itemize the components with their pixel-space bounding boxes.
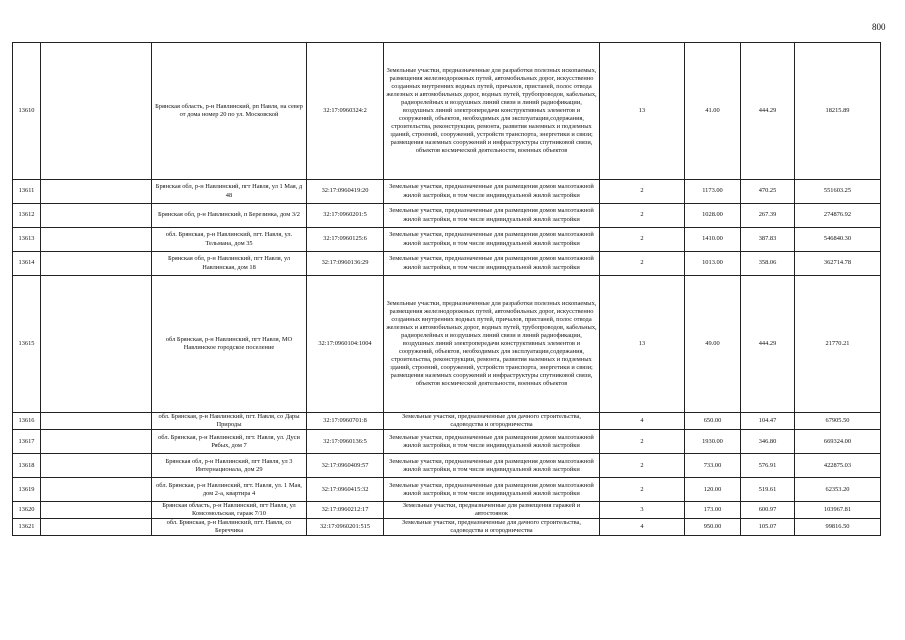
table-row [13,252,881,276]
row-id: 13618 [13,454,41,478]
rate-cell: 444.29 [741,276,795,413]
cadastral-number-cell: 32:17:0960419:20 [307,180,384,204]
group-number-cell: 2 [600,228,685,252]
land-use-cell: Земельные участки, предназначенные для размещения домов малоэтажной жилой застройки, в том числе индивидуальной жилой застройки [384,454,600,478]
address-cell: обл. Брянская, р-н Навлинский, пгт. Навля, ул. Тельмана, дом 35 [152,228,307,252]
rate-cell: 600.97 [741,502,795,519]
cadastral-value-cell: 551603.25 [795,180,881,204]
area-cell: 1930.00 [685,430,741,454]
area-cell: 1173.00 [685,180,741,204]
empty-cell [41,43,152,180]
cadastral-number-cell: 32:17:0960701:8 [307,413,384,430]
row-id: 13616 [13,413,41,430]
empty-cell [41,180,152,204]
empty-cell [41,204,152,228]
land-use-cell: Земельные участки, предназначенные для размещения домов малоэтажной жилой застройки, в том числе индивидуальной жилой застройки [384,180,600,204]
group-number-cell: 2 [600,180,685,204]
area-cell: 120.00 [685,478,741,502]
land-use-cell: Земельные участки, предназначенные для дачного строительства, садоводства и огородничества [384,413,600,430]
empty-cell [41,413,152,430]
cadastral-value-cell: 362714.78 [795,252,881,276]
address-cell: обл Брянская, р-н Навлинский, пгт Навля, МО Навлинское городское поселение [152,276,307,413]
land-use-cell: Земельные участки, предназначенные для размещения домов малоэтажной жилой застройки, в том числе индивидуальной жилой застройки [384,252,600,276]
rate-cell: 470.25 [741,180,795,204]
rate-cell: 267.39 [741,204,795,228]
table-row [13,180,881,204]
table-row [13,478,881,502]
rate-cell: 358.06 [741,252,795,276]
table-row [13,502,881,519]
cadastral-number-cell: 32:17:0960136:5 [307,430,384,454]
address-cell: Брянская обл, р-н Навлинский, п Березинка, дом 3/2 [152,204,307,228]
rate-cell: 346.80 [741,430,795,454]
cadastral-value-cell: 18215.89 [795,43,881,180]
cadastral-number-cell: 32:17:0960409:57 [307,454,384,478]
empty-cell [41,228,152,252]
row-id: 13611 [13,180,41,204]
address-cell: Брянская область, р-н Навлинский, рп Навля, на север от дома номер 20 по ул. Московской [152,43,307,180]
row-id: 13612 [13,204,41,228]
empty-cell [41,252,152,276]
group-number-cell: 2 [600,454,685,478]
empty-cell [41,519,152,536]
cadastral-value-cell: 274876.92 [795,204,881,228]
address-cell: обл. Брянская, р-н Навлинский, пгт. Навля, ул. Дуси Рябых, дом 7 [152,430,307,454]
group-number-cell: 3 [600,502,685,519]
cadastral-value-cell: 21770.21 [795,276,881,413]
cadastral-value-table [12,42,881,536]
cadastral-number-cell: 32:17:0960201:5 [307,204,384,228]
area-cell: 173.00 [685,502,741,519]
area-cell: 650.00 [685,413,741,430]
table-row [13,430,881,454]
land-use-cell: Земельные участки, предназначенные для разработки полезных ископаемых, размещения железнодорожных путей, автомобильных дорог, искусственно созданных внутренних водных путей, причалов, пристаней, полос отвода железных и автомобильных дорог, водных путей, трубопроводов, кабельных, радиорелейных и воздушных линий связи и линий радиофикации, воздушных линий электропередачи конструктивных элементов и сооружений, объектов, необходимых для эксплуатации,содержания, строительства, реконструкции, ремонта, развития наземных и подземных зданий, строений, сооружений, устройств транспорта, энергетики и связи; размещения наземных сооружений и инфраструктуры спутниковой связи, объектов космической деятельности, военных объектов [384,276,600,413]
row-id: 13621 [13,519,41,536]
group-number-cell: 13 [600,276,685,413]
area-cell: 1028.00 [685,204,741,228]
empty-cell [41,276,152,413]
page-number: 800 [872,22,886,32]
address-cell: Брянская обл, р-н Навлинский, пгт Навля, ул Навлинская, дом 18 [152,252,307,276]
rate-cell: 576.91 [741,454,795,478]
address-cell: обл. Брянская, р-н Навлинский, пгт. Навля, со Береччика [152,519,307,536]
empty-cell [41,454,152,478]
row-id: 13615 [13,276,41,413]
address-cell: Брянская обл, р-н Навлинский, пгт Навля, ул 3 Интернационала, дом 29 [152,454,307,478]
cadastral-number-cell: 32:17:0960125:6 [307,228,384,252]
table-row [13,413,881,430]
group-number-cell: 4 [600,519,685,536]
empty-cell [41,478,152,502]
cadastral-value-cell: 669324.00 [795,430,881,454]
group-number-cell: 2 [600,430,685,454]
cadastral-number-cell: 32:17:0960212:17 [307,502,384,519]
cadastral-value-cell: 546840.30 [795,228,881,252]
table-row [13,228,881,252]
group-number-cell: 2 [600,478,685,502]
area-cell: 41.00 [685,43,741,180]
cadastral-value-cell: 422875.03 [795,454,881,478]
group-number-cell: 2 [600,252,685,276]
row-id: 13620 [13,502,41,519]
table-row [13,43,881,180]
address-cell: обл. Брянская, р-н Навлинский, пгт. Навля, ул. 1 Мая, дом 2-а, квартира 4 [152,478,307,502]
rate-cell: 444.29 [741,43,795,180]
land-use-cell: Земельные участки, предназначенные для разработки полезных ископаемых, размещения железнодорожных путей, автомобильных дорог, искусственно созданных внутренних водных путей, причалов, пристаней, полос отвода железных и автомобильных дорог, водных путей, трубопроводов, кабельных, радиорелейных и воздушных линий связи и линий радиофикации, воздушных линий электропередачи конструктивных элементов и сооружений, объектов, необходимых для эксплуатации,содержания, строительства, реконструкции, ремонта, развития наземных и подземных зданий, строений, сооружений, устройств транспорта, энергетики и связи; размещения наземных сооружений и инфраструктуры спутниковой связи, объектов космической деятельности, военных объектов [384,43,600,180]
table-row [13,519,881,536]
area-cell: 950.00 [685,519,741,536]
row-id: 13614 [13,252,41,276]
group-number-cell: 2 [600,204,685,228]
table-row [13,204,881,228]
row-id: 13617 [13,430,41,454]
land-use-cell: Земельные участки, предназначенные для размещения домов малоэтажной жилой застройки, в том числе индивидуальной жилой застройки [384,204,600,228]
cadastral-number-cell: 32:17:0960104:1004 [307,276,384,413]
address-cell: Брянская область, р-н Навлинский, пгт Навля, ул Комсомольская, гараж 7/10 [152,502,307,519]
area-cell: 49.00 [685,276,741,413]
rate-cell: 387.83 [741,228,795,252]
address-cell: Брянская обл, р-н Навлинский, пгт Навля, ул 1 Мая, д 48 [152,180,307,204]
rate-cell: 105.07 [741,519,795,536]
area-cell: 1013.00 [685,252,741,276]
cadastral-value-cell: 99816.50 [795,519,881,536]
address-cell: обл. Брянская, р-н Навлинский, пгт. Навля, со Дары Природы [152,413,307,430]
empty-cell [41,430,152,454]
rate-cell: 104.47 [741,413,795,430]
land-use-cell: Земельные участки, предназначенные для размещения домов малоэтажной жилой застройки, в том числе индивидуальной жилой застройки [384,228,600,252]
cadastral-value-cell: 67905.50 [795,413,881,430]
land-use-cell: Земельные участки, предназначенные для размещения гаражей и автостоянок [384,502,600,519]
empty-cell [41,502,152,519]
area-cell: 1410.00 [685,228,741,252]
table-row [13,276,881,413]
cadastral-number-cell: 32:17:0960136:29 [307,252,384,276]
cadastral-number-cell: 32:17:0960415:32 [307,478,384,502]
row-id: 13619 [13,478,41,502]
table-row [13,454,881,478]
rate-cell: 519.61 [741,478,795,502]
cadastral-number-cell: 32:17:0960201:515 [307,519,384,536]
row-id: 13610 [13,43,41,180]
group-number-cell: 13 [600,43,685,180]
land-use-cell: Земельные участки, предназначенные для дачного строительства, садоводства и огородничества [384,519,600,536]
area-cell: 733.00 [685,454,741,478]
cadastral-number-cell: 32:17:0960324:2 [307,43,384,180]
group-number-cell: 4 [600,413,685,430]
land-use-cell: Земельные участки, предназначенные для размещения домов малоэтажной жилой застройки, в том числе индивидуальной жилой застройки [384,430,600,454]
cadastral-value-cell: 103967.81 [795,502,881,519]
cadastral-value-cell: 62353.20 [795,478,881,502]
land-use-cell: Земельные участки, предназначенные для размещения домов малоэтажной жилой застройки, в том числе индивидуальной жилой застройки [384,478,600,502]
row-id: 13613 [13,228,41,252]
